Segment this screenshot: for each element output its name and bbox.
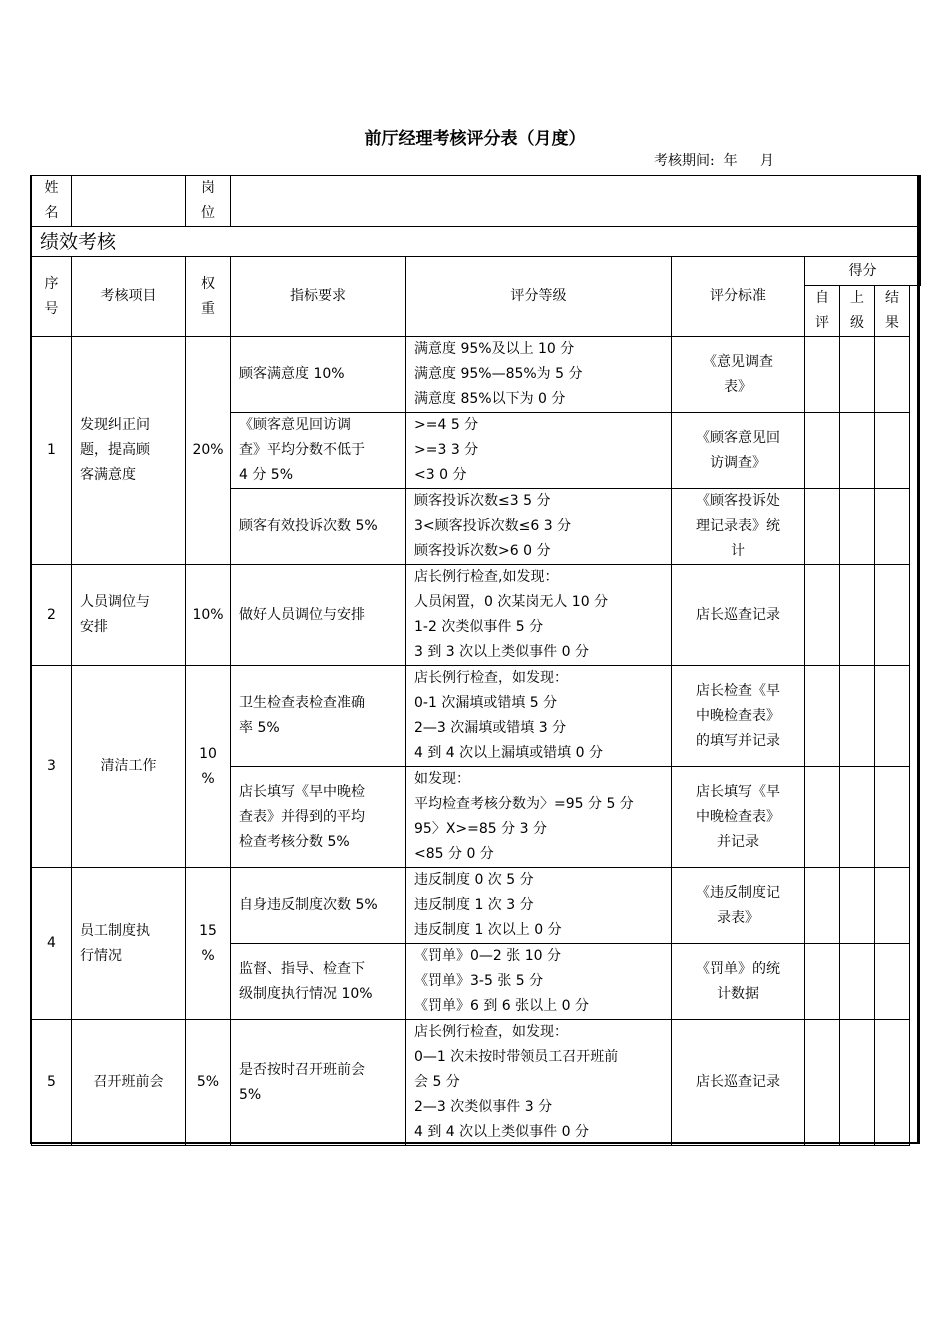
- col-result-header: 结 果: [875, 286, 910, 337]
- superior-score-cell[interactable]: [840, 767, 875, 868]
- standard-cell: 《意见调查 表》: [672, 337, 805, 413]
- seq-cell: 5: [32, 1020, 72, 1146]
- table-bottom-border: [30, 1142, 920, 1144]
- requirement-cell: 卫生检查表检查准确 率 5%: [231, 666, 406, 767]
- result-score-cell[interactable]: [875, 666, 910, 767]
- table-left-border: [30, 175, 32, 1144]
- result-score-cell[interactable]: [875, 337, 910, 413]
- assessment-period: 考核期间: 年 月: [654, 153, 774, 169]
- standard-cell: 店长巡查记录: [672, 1020, 805, 1146]
- grade-cell: 《罚单》0—2 张 10 分 《罚单》3-5 张 5 分 《罚单》6 到 6 张以上 0 分: [406, 944, 672, 1020]
- table-right-border: [917, 175, 920, 1144]
- standard-cell: 店长检查《早 中晚检查表》 的填写并记录: [672, 666, 805, 767]
- item-cell: 召开班前会: [72, 1020, 186, 1146]
- item-cell: 清洁工作: [72, 666, 186, 868]
- self-score-cell[interactable]: [805, 337, 840, 413]
- evaluation-table: [31, 175, 921, 1146]
- table-row: [32, 868, 921, 944]
- section-title: 绩效考核: [32, 227, 921, 257]
- superior-score-cell[interactable]: [840, 489, 875, 565]
- standard-cell: 店长填写《早 中晚检查表》 并记录: [672, 767, 805, 868]
- requirement-cell: 监督、指导、检查下 级制度执行情况 10%: [231, 944, 406, 1020]
- weight-cell: 20%: [186, 337, 231, 565]
- superior-score-cell[interactable]: [840, 413, 875, 489]
- result-score-cell[interactable]: [875, 1020, 910, 1146]
- self-score-cell[interactable]: [805, 1020, 840, 1146]
- table-row: [32, 666, 921, 767]
- superior-score-cell[interactable]: [840, 944, 875, 1020]
- col-std-header: 评分标准: [672, 257, 805, 337]
- item-cell: 员工制度执 行情况: [72, 868, 186, 1020]
- result-score-cell[interactable]: [875, 413, 910, 489]
- superior-score-cell[interactable]: [840, 565, 875, 666]
- result-score-cell[interactable]: [875, 944, 910, 1020]
- grade-cell: 店长例行检查，如发现： 0-1 次漏填或错填 5 分 2—3 次漏填或错填 3 分 4 到 4 次以上漏填或错填 0 分: [406, 666, 672, 767]
- superior-score-cell[interactable]: [840, 868, 875, 944]
- grade-cell: 顾客投诉次数≤3 5 分 3<顾客投诉次数≤6 3 分 顾客投诉次数>6 0 分: [406, 489, 672, 565]
- requirement-cell: 是否按时召开班前会 5%: [231, 1020, 406, 1146]
- requirement-cell: 自身违反制度次数 5%: [231, 868, 406, 944]
- standard-cell: 《罚单》的统 计数据: [672, 944, 805, 1020]
- self-score-cell[interactable]: [805, 666, 840, 767]
- page-title: 前厅经理考核评分表（月度）: [364, 129, 586, 149]
- superior-score-cell[interactable]: [840, 337, 875, 413]
- self-score-cell[interactable]: [805, 767, 840, 868]
- seq-cell: 2: [32, 565, 72, 666]
- item-cell: 发现纠正问 题，提高顾 客满意度: [72, 337, 186, 565]
- name-row: [32, 176, 921, 227]
- col-self-header: 自 评: [805, 286, 840, 337]
- table-row: [32, 337, 921, 413]
- requirement-cell: 顾客满意度 10%: [231, 337, 406, 413]
- post-label: 岗 位: [186, 176, 231, 227]
- weight-cell: 15 %: [186, 868, 231, 1020]
- col-sup-header: 上 级: [840, 286, 875, 337]
- name-label: 姓 名: [32, 176, 72, 227]
- requirement-cell: 店长填写《早中晚检 查表》并得到的平均 检查考核分数 5%: [231, 767, 406, 868]
- grade-cell: 店长例行检查,如发现： 人员闲置，0 次某岗无人 10 分 1-2 次类似事件 5 分 3 到 3 次以上类似事件 0 分: [406, 565, 672, 666]
- superior-score-cell[interactable]: [840, 1020, 875, 1146]
- grade-cell: 店长例行检查，如发现： 0—1 次未按时带领员工召开班前 会 5 分 2—3 次类似事件 3 分 4 到 4 次以上类似事件 0 分: [406, 1020, 672, 1146]
- name-field[interactable]: [72, 176, 186, 227]
- standard-cell: 《顾客投诉处 理记录表》统 计: [672, 489, 805, 565]
- col-item-header: 考核项目: [72, 257, 186, 337]
- col-weight-header: 权 重: [186, 257, 231, 337]
- table-row: [32, 1020, 921, 1146]
- self-score-cell[interactable]: [805, 944, 840, 1020]
- table-header-row: [32, 257, 921, 286]
- table-row: [32, 565, 921, 666]
- col-grade-header: 评分等级: [406, 257, 672, 337]
- self-score-cell[interactable]: [805, 868, 840, 944]
- result-score-cell[interactable]: [875, 868, 910, 944]
- weight-cell: 5%: [186, 1020, 231, 1146]
- requirement-cell: 《顾客意见回访调 查》平均分数不低于 4 分 5%: [231, 413, 406, 489]
- weight-cell: 10 %: [186, 666, 231, 868]
- standard-cell: 《顾客意见回 访调查》: [672, 413, 805, 489]
- col-req-header: 指标要求: [231, 257, 406, 337]
- grade-cell: 违反制度 0 次 5 分 违反制度 1 次 3 分 违反制度 1 次以上 0 分: [406, 868, 672, 944]
- grade-cell: 满意度 95%及以上 10 分 满意度 95%—85%为 5 分 满意度 85%以下为 0 分: [406, 337, 672, 413]
- result-score-cell[interactable]: [875, 489, 910, 565]
- weight-cell: 10%: [186, 565, 231, 666]
- result-score-cell[interactable]: [875, 565, 910, 666]
- grade-cell: >=4 5 分 >=3 3 分 <3 0 分: [406, 413, 672, 489]
- seq-cell: 3: [32, 666, 72, 868]
- requirement-cell: 做好人员调位与安排: [231, 565, 406, 666]
- superior-score-cell[interactable]: [840, 666, 875, 767]
- item-cell: 人员调位与 安排: [72, 565, 186, 666]
- grade-cell: 如发现： 平均检查考核分数为〉=95 分 5 分 95〉X>=85 分 3 分 <85 分 0 分: [406, 767, 672, 868]
- col-score-header: 得分: [805, 257, 921, 286]
- requirement-cell: 顾客有效投诉次数 5%: [231, 489, 406, 565]
- self-score-cell[interactable]: [805, 565, 840, 666]
- seq-cell: 4: [32, 868, 72, 1020]
- col-seq-header: 序 号: [32, 257, 72, 337]
- seq-cell: 1: [32, 337, 72, 565]
- post-field[interactable]: [231, 176, 921, 227]
- standard-cell: 《违反制度记 录表》: [672, 868, 805, 944]
- result-score-cell[interactable]: [875, 767, 910, 868]
- self-score-cell[interactable]: [805, 413, 840, 489]
- self-score-cell[interactable]: [805, 489, 840, 565]
- standard-cell: 店长巡查记录: [672, 565, 805, 666]
